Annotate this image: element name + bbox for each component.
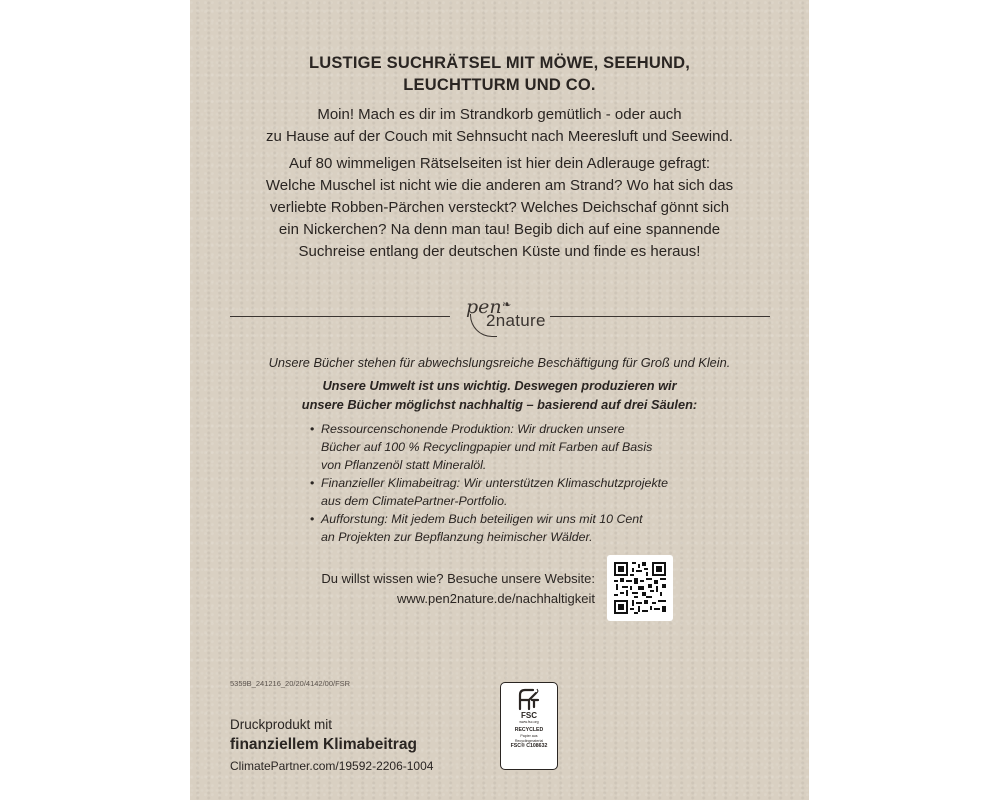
leaf-icon: ❧ <box>502 299 512 311</box>
pillar-line: von Pflanzenöl statt Mineralöl. <box>321 458 487 472</box>
fsc-license: FSC® C108632 <box>510 743 548 749</box>
pillar-production <box>310 420 710 474</box>
fsc-desc: Papier aus <box>520 734 538 738</box>
headline-line: LEUCHTTURM UND CO. <box>403 76 596 94</box>
description-line: Welche Muschel ist nicht wie die anderen am Strand? Wo hat sich das <box>265 177 734 194</box>
qr-code-icon <box>614 562 666 614</box>
pillar-line: Bücher auf 100 % Recyclingpapier und mit Farben auf Basis <box>321 440 653 454</box>
description-line: ein Nickerchen? Na denn man tau! Begib dich auf eine spannende <box>278 221 721 238</box>
logo-text-pen: pen <box>466 296 502 318</box>
statement-line: unsere Bücher möglichst nachhaltig – basierend auf drei Säulen: <box>301 397 698 412</box>
headline-line: LUSTIGE SUCHRÄTSEL MIT MÖWE, SEEHUND, <box>308 54 691 72</box>
description-line: Suchreise entlang der deutschen Küste und finde es heraus! <box>298 243 701 260</box>
climate-line: Druckprodukt mit <box>230 717 333 732</box>
website-prompt: Du willst wissen wie? Besuche unsere Website: <box>321 571 595 586</box>
fsc-name: FSC <box>521 711 537 720</box>
climate-partner-url[interactable]: ClimatePartner.com/19592-2206-1004 <box>230 759 434 773</box>
divider-left <box>230 316 450 317</box>
qr-code[interactable] <box>607 555 673 621</box>
logo-text-nature: 2nature <box>486 311 546 330</box>
pillar-line: • Finanzieller Klimabeitrag: Wir unterstützen Klimaschutzprojekte <box>321 476 668 490</box>
fsc-site: www.fsc.org <box>519 720 539 724</box>
fsc-recycled: RECYCLED <box>514 727 544 733</box>
climate-line-bold: finanziellem Klimabeitrag <box>230 736 417 753</box>
fsc-tree-icon <box>516 687 542 711</box>
pen2nature-logo <box>460 296 546 338</box>
intro-line: zu Hause auf der Couch mit Sehnsucht nach Meeresluft und Seewind. <box>266 128 733 145</box>
climate-partner-block <box>230 715 490 777</box>
sustainability-lead: Unsere Bücher stehen für abwechslungsreiche Beschäftigung für Groß und Klein. <box>268 355 731 370</box>
pillar-climate <box>310 474 710 510</box>
sustainability-pillars <box>310 420 710 546</box>
pillar-line: aus dem ClimatePartner-Portfolio. <box>321 494 508 508</box>
headline <box>190 52 809 96</box>
pillar-line: • Aufforstung: Mit jedem Buch beteiligen wir uns mit 10 Cent <box>321 512 643 526</box>
product-code: 5359B_241216_20/20/4142/00/FSR <box>230 679 351 688</box>
statement-line: Unsere Umwelt ist uns wichtig. Deswegen produzieren wir <box>322 378 677 393</box>
pillar-reforestation <box>310 510 710 546</box>
back-cover <box>190 0 809 800</box>
sustainability-statement <box>190 376 809 414</box>
intro-paragraph <box>190 104 809 148</box>
website-callout <box>280 569 595 609</box>
intro-line: Moin! Mach es dir im Strandkorb gemütlich - oder auch <box>317 106 682 123</box>
website-url[interactable]: www.pen2nature.de/nachhaltigkeit <box>396 591 595 606</box>
fsc-desc: Recyclingmaterial <box>514 738 544 743</box>
description-paragraph <box>190 153 809 263</box>
description-line: Auf 80 wimmeligen Rätselseiten ist hier dein Adlerauge gefragt: <box>288 155 711 172</box>
divider-right <box>550 316 770 317</box>
pillar-line: • Ressourcenschonende Produktion: Wir drucken unsere <box>321 422 625 436</box>
pillar-line: an Projekten zur Bepflanzung heimischer Wälder. <box>321 530 593 544</box>
fsc-label <box>500 682 558 770</box>
description-line: verliebte Robben-Pärchen versteckt? Welches Deichschaf gönnt sich <box>269 199 730 216</box>
